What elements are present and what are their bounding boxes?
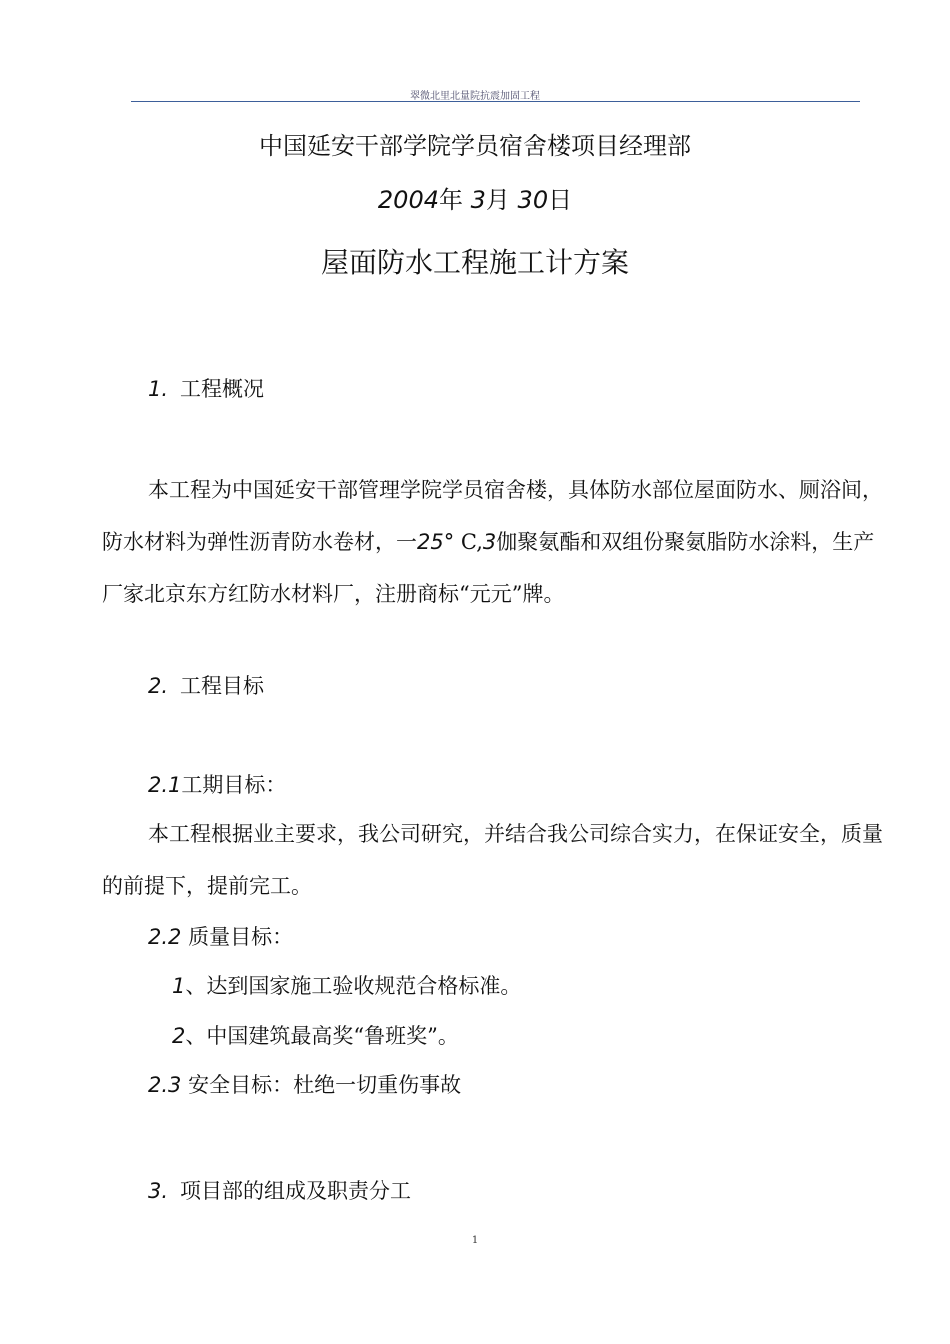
section-2-number: 2. [148,674,169,698]
section-1-paragraph [102,464,892,620]
section-1-text-part1: 本工程为中国延安干部管理学院学员宿舍楼，具体防水部位屋面防水、厕浴间，防水材料为弹性沥青防水卷材，一 [102,478,883,554]
section-1-heading [148,373,264,403]
quality-item-1-text: 、达到国家施工验收规范合格标准。 [185,974,522,998]
section-1-title: 工程概况 [180,377,265,401]
quality-item-2-text: 、中国建筑最高奖“鲁班奖”。 [185,1024,459,1048]
section-1-number: 1. [148,377,169,401]
section-3-heading [148,1175,411,1205]
quality-item-2 [172,1020,459,1050]
page-number: 1 [471,1235,479,1246]
date-month: 3 [470,186,486,214]
thickness-value: 3 [482,530,497,554]
organization-name: 中国延安干部学院学员宿舍楼项目经理部 [259,132,691,160]
subsection-2-2-heading [148,921,293,951]
section-1-text-part2: 伽聚氨酯和双组份聚氨脂防水涂料，生产厂家北京东方红防水材料厂，注册商标“元元”牌。 [102,530,875,606]
temperature-unit: ° C, [443,530,483,554]
running-header-title: 翠微北里北量院抗震加固工程 [410,91,540,102]
document-date [0,180,950,215]
quality-item-1-number: 1 [172,974,186,998]
subsection-2-3-text: 安全目标：杜绝一切重伤事故 [188,1073,462,1097]
section-2-title: 工程目标 [180,674,265,698]
subsection-2-3-number: 2.3 [148,1073,182,1097]
section-3-title: 项目部的组成及职责分工 [180,1179,412,1203]
date-month-char: 月 [485,186,510,214]
temperature-value: 25 [417,530,444,554]
subsection-2-1-title: 工期目标： [181,773,287,797]
date-year: 2004 [377,186,439,214]
date-day: 30 [517,186,549,214]
document-title: 屋面防水工程施工计方案 [320,246,629,279]
section-2-heading [148,670,264,700]
date-day-char: 日 [548,186,573,214]
subsection-2-1-paragraph: 本工程根据业主要求，我公司研究，并结合我公司综合实力，在保证安全，质量的前提下，提前完工。 [102,822,883,898]
subsection-2-3-heading [148,1069,461,1099]
quality-item-1 [172,970,521,1000]
section-3-number: 3. [148,1179,169,1203]
subsection-2-1-number: 2.1 [148,773,182,797]
header-divider [131,101,860,102]
subsection-2-2-number: 2.2 [148,925,182,949]
subsection-2-1-heading [148,769,286,799]
date-year-char: 年 [438,186,463,214]
subsection-2-2-title: 质量目标： [188,925,294,949]
quality-item-2-number: 2 [172,1024,186,1048]
